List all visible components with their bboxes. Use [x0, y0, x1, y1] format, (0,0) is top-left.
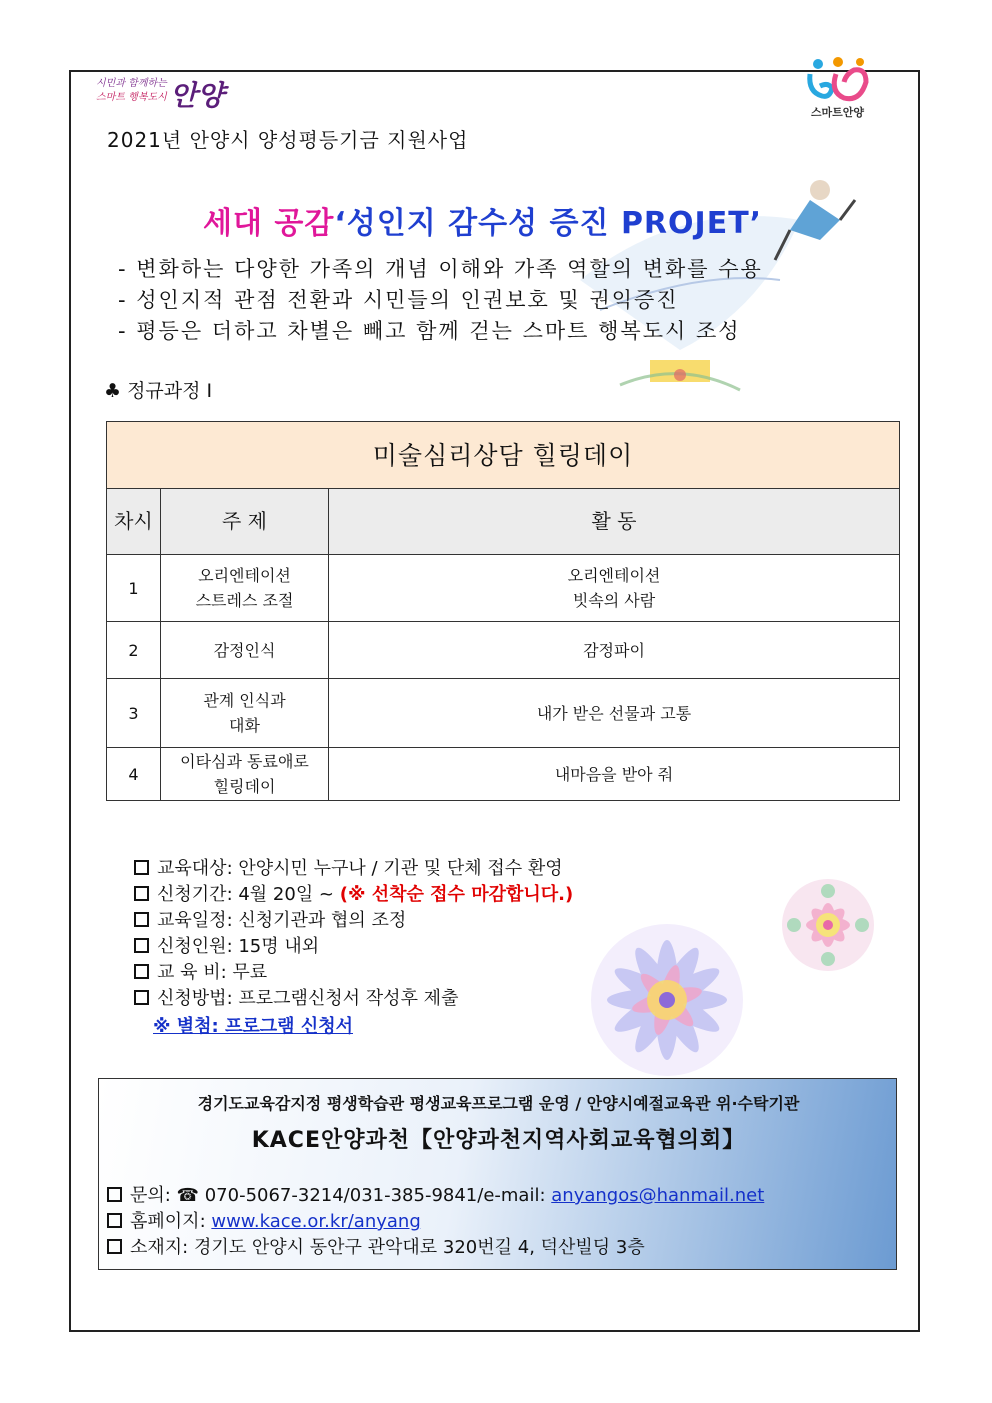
session-topic	[161, 622, 329, 679]
session-number: 4	[107, 748, 161, 801]
address-label: 소재지	[130, 1237, 183, 1258]
topic-line: 스트레스 조절	[195, 591, 294, 610]
session-activity	[329, 622, 900, 679]
course-table	[106, 421, 900, 801]
checkbox-square-icon	[134, 912, 149, 927]
detail-row: 신청인원: 15명 내외	[134, 934, 573, 960]
mandala-small-icon	[778, 875, 878, 975]
detail-label: 신청방법	[157, 988, 227, 1009]
detail-value: 신청기관과 협의 조정	[238, 910, 407, 931]
detail-value: 프로그램신청서 작성후 제출	[238, 988, 459, 1009]
session-topic	[161, 748, 329, 801]
activity-line: 내가 받은 선물과 고통	[536, 703, 692, 723]
topic-line: 오리엔테이션	[198, 566, 291, 585]
organizer-name: KACE안양과천【안양과천지역사회교육협의회】	[251, 1128, 746, 1153]
session-activity	[329, 679, 900, 748]
contact-row: 홈페이지: www.kace.or.kr/anyang	[107, 1209, 764, 1235]
homepage-link[interactable]: www.kace.or.kr/anyang	[211, 1211, 421, 1232]
contact-row: 문의: ☎ 070-5067-3214/031-385-9841/e-mail: anyangos@hanmail.net	[107, 1183, 764, 1209]
header-topic: 주 제	[161, 489, 329, 555]
activity-line: 감정파이	[583, 640, 645, 660]
checkbox-square-icon	[107, 1239, 122, 1254]
main-title	[203, 198, 762, 242]
detail-value: 무료	[232, 962, 268, 983]
topic-line: 대화	[229, 716, 260, 735]
checkbox-square-icon	[134, 990, 149, 1005]
session-activity	[329, 555, 900, 622]
title-part-2: ‘성인지 감수성 증진 PROJET’	[334, 206, 763, 241]
detail-label: 교 육 비	[157, 962, 221, 983]
table-header-row	[107, 489, 900, 555]
organizer-designation: 경기도교육감지정 평생학습관 평생교육프로그램 운영 / 안양시예절교육관 위·수탁기관	[197, 1094, 800, 1113]
detail-value: 4월 20일 ~	[238, 884, 340, 905]
anyang-slogan-logo	[92, 72, 237, 112]
topic-line: 이타심과 동료애로	[180, 752, 309, 771]
session-number: 2	[107, 622, 161, 679]
checkbox-square-icon	[134, 860, 149, 875]
header-activity: 활 동	[329, 489, 900, 555]
goal-item: - 변화하는 다양한 가족의 개념 이해와 가족 역할의 변화를 수용	[118, 257, 763, 281]
detail-label: 신청인원	[157, 936, 227, 957]
detail-value: 15명 내외	[238, 936, 320, 957]
course-title: 미술심리상담 힐링데이	[107, 422, 900, 489]
checkbox-square-icon	[134, 938, 149, 953]
contact-list	[107, 1183, 764, 1261]
goal-list	[118, 254, 763, 347]
detail-label: 신청기간	[157, 884, 227, 905]
table-row	[107, 748, 900, 801]
goal-item: - 성인지적 관점 전환과 시민들의 인권보호 및 권익증진	[118, 288, 679, 312]
table-row	[107, 679, 900, 748]
section-label: ♣ 정규과정 I	[104, 380, 213, 402]
title-part-1: 세대 공감	[203, 206, 335, 241]
program-subtitle: 2021년 안양시 양성평등기금 지원사업	[107, 128, 469, 152]
svg-text:스마트 행복도시: 스마트 행복도시	[96, 92, 167, 103]
homepage-label: 홈페이지	[130, 1211, 200, 1232]
table-row	[107, 555, 900, 622]
svg-text:시민과 함께하는: 시민과 함께하는	[96, 78, 167, 89]
detail-row: 교육대상: 안양시민 누구나 / 기관 및 단체 접수 환영	[134, 856, 573, 882]
table-row	[107, 622, 900, 679]
session-number: 1	[107, 555, 161, 622]
topic-line: 힐링데이	[213, 777, 276, 796]
application-details	[134, 856, 573, 1012]
contact-row: 소재지: 경기도 안양시 동안구 관악대로 320번길 4, 덕산빌딩 3층	[107, 1235, 764, 1261]
detail-row: 교육일정: 신청기관과 협의 조정	[134, 908, 573, 934]
topic-line: 감정인식	[213, 640, 276, 660]
svg-text:안양: 안양	[170, 79, 225, 112]
session-topic	[161, 679, 329, 748]
detail-row: 교 육 비: 무료	[134, 960, 573, 986]
activity-line: 빗속의 사람	[572, 591, 656, 610]
checkbox-square-icon	[134, 964, 149, 979]
mandala-large-icon	[572, 920, 762, 1080]
checkbox-square-icon	[107, 1187, 122, 1202]
detail-value: 안양시민 누구나 / 기관 및 단체 접수 환영	[238, 858, 563, 879]
checkbox-square-icon	[107, 1213, 122, 1228]
detail-row: 신청방법: 프로그램신청서 작성후 제출	[134, 986, 573, 1012]
detail-label: 교육일정	[157, 910, 227, 931]
contact-label: 문의	[130, 1185, 165, 1206]
organizer-info-box	[98, 1078, 897, 1270]
session-activity	[329, 748, 900, 801]
activity-line: 오리엔테이션	[567, 566, 661, 585]
address-value: 경기도 안양시 동안구 관악대로 320번길 4, 덕산빌딩 3층	[193, 1237, 645, 1258]
activity-line: 내마음을 받아 줘	[554, 764, 674, 784]
email-link[interactable]: anyangos@hanmail.net	[551, 1185, 765, 1206]
phone-number: ☎ 070-5067-3214/031-385-9841/e-mail:	[176, 1185, 552, 1206]
checkbox-square-icon	[134, 886, 149, 901]
smart-anyang-label: 스마트안양	[810, 106, 865, 119]
header-session: 차시	[107, 489, 161, 555]
session-topic	[161, 555, 329, 622]
deadline-note: (※ 선착순 접수 마감합니다.)	[339, 884, 574, 905]
detail-row: 신청기간: 4월 20일 ~ (※ 선착순 접수 마감합니다.)	[134, 882, 573, 908]
detail-label: 교육대상	[157, 858, 227, 879]
session-number: 3	[107, 679, 161, 748]
attachment-link[interactable]: ※ 별첨: 프로그램 신청서	[153, 1016, 353, 1037]
topic-line: 관계 인식과	[203, 691, 286, 710]
goal-item: - 평등은 더하고 차별은 빼고 함께 걷는 스마트 행복도시 조성	[118, 319, 741, 343]
